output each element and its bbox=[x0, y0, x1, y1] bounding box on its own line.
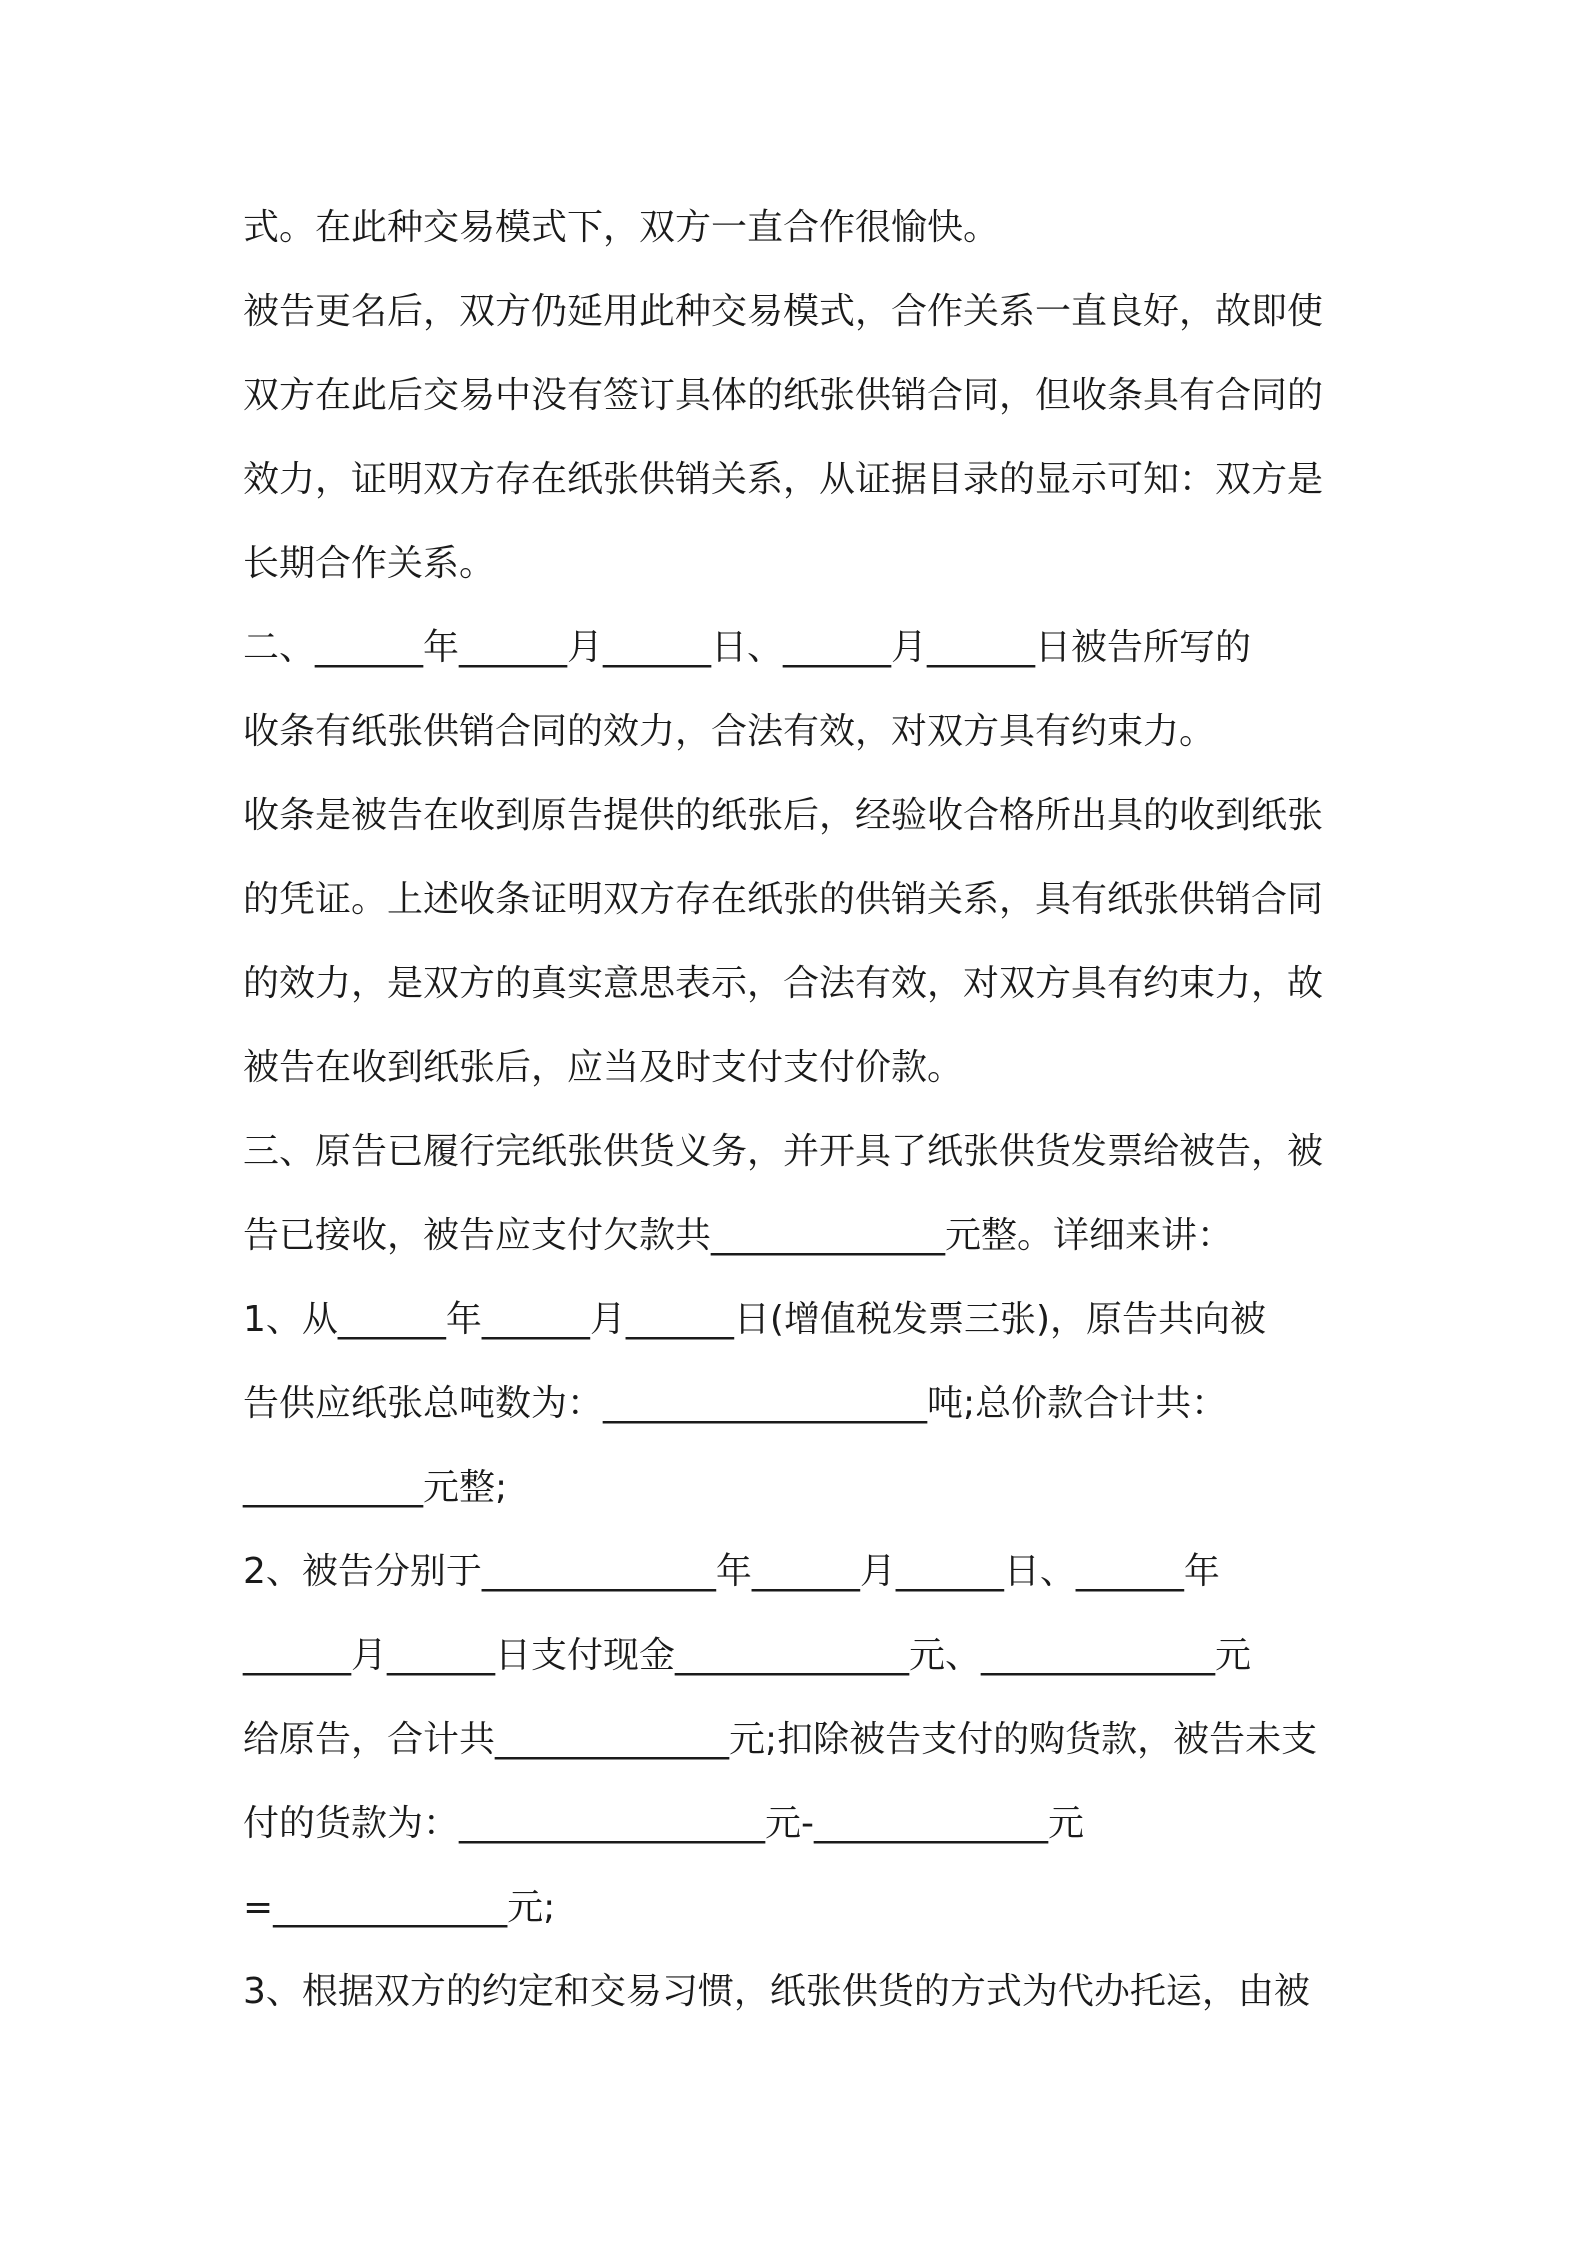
text-line: 告供应纸张总吨数为：__________________吨;总价款合计共： bbox=[243, 1383, 1228, 1424]
text-line: 2、被告分别于_____________年______月______日、______年 bbox=[243, 1551, 1220, 1592]
text-line: 长期合作关系。 bbox=[243, 543, 496, 584]
text-line: 被告更名后，双方仍延用此种交易模式，合作关系一直良好，故即使 bbox=[243, 291, 1324, 332]
text-line: 收条有纸张供销合同的效力，合法有效，对双方具有约束力。 bbox=[243, 711, 1216, 752]
text-line: 的效力，是双方的真实意思表示，合法有效，对双方具有约束力，故 bbox=[243, 963, 1324, 1004]
text-line: 付的货款为：_________________元-_____________元 bbox=[243, 1803, 1084, 1844]
text-line: 效力，证明双方存在纸张供销关系，从证据目录的显示可知：双方是 bbox=[243, 459, 1324, 500]
text-line: 的凭证。上述收条证明双方存在纸张的供销关系，具有纸张供销合同 bbox=[243, 879, 1324, 920]
text-line: 被告在收到纸张后，应当及时支付支付价款。 bbox=[243, 1047, 964, 1088]
text-line: 三、原告已履行完纸张供货义务，并开具了纸张供货发票给被告，被 bbox=[243, 1131, 1324, 1172]
text-line: 给原告，合计共_____________元;扣除被告支付的购货款，被告未支 bbox=[243, 1719, 1318, 1760]
text-line: __________元整; bbox=[243, 1467, 508, 1508]
text-line: 3、根据双方的约定和交易习惯，纸张供货的方式为代办托运，由被 bbox=[243, 1971, 1310, 2012]
text-line: =_____________元; bbox=[243, 1887, 556, 1928]
text-line: 收条是被告在收到原告提供的纸张后，经验收合格所出具的收到纸张 bbox=[243, 795, 1324, 836]
text-line: 二、______年______月______日、______月______日被告所写的 bbox=[243, 627, 1252, 668]
text-line: 告已接收，被告应支付欠款共_____________元整。详细来讲： bbox=[243, 1215, 1234, 1256]
text-line: 式。在此种交易模式下，双方一直合作很愉快。 bbox=[243, 207, 1000, 248]
text-line: 双方在此后交易中没有签订具体的纸张供销合同，但收条具有合同的 bbox=[243, 375, 1324, 416]
text-line: ______月______日支付现金_____________元、_____________元 bbox=[243, 1635, 1252, 1676]
text-line: 1、从______年______月______日(增值税发票三张)，原告共向被 bbox=[243, 1299, 1266, 1340]
